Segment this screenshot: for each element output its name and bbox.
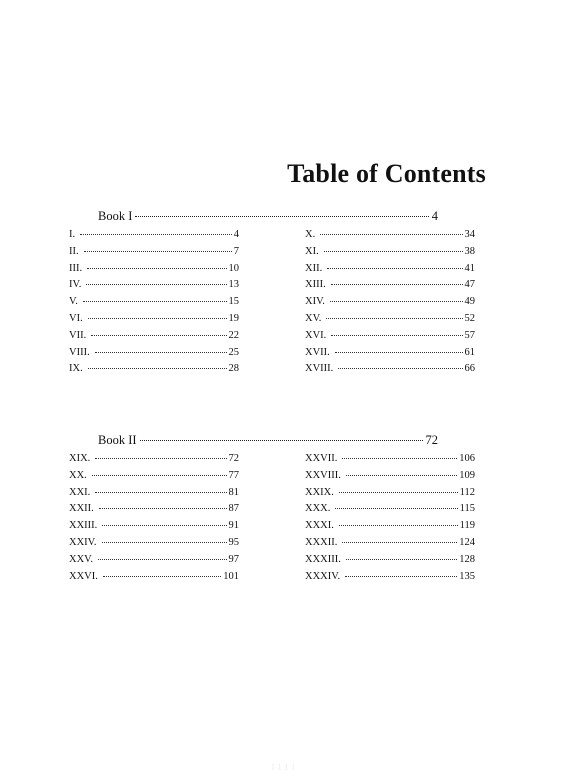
book-heading-label: Book I xyxy=(98,209,133,223)
dot-leader xyxy=(95,458,226,459)
toc-entry-page: 19 xyxy=(228,312,239,324)
toc-entry-label: XXXII. xyxy=(305,536,338,548)
toc-entry-page: 135 xyxy=(459,570,475,582)
toc-entry-label: XXIX. xyxy=(305,486,334,498)
dot-leader xyxy=(91,335,226,336)
dot-leader xyxy=(95,352,227,353)
dot-leader xyxy=(330,301,463,302)
toc-entry-label: XXIV. xyxy=(69,536,97,548)
toc-entry-label: IV. xyxy=(69,279,82,291)
dot-leader xyxy=(331,284,463,285)
toc-entry-label: XV. xyxy=(305,312,322,324)
dot-leader xyxy=(99,508,227,509)
toc-entry xyxy=(69,571,239,588)
toc-column-right xyxy=(305,229,475,380)
dot-leader xyxy=(92,475,227,476)
dot-leader xyxy=(88,318,227,319)
toc-entry xyxy=(69,453,239,470)
toc-entry-label: XIX. xyxy=(69,453,91,464)
toc-entry xyxy=(69,520,239,537)
toc-entry-page: 81 xyxy=(228,486,239,498)
toc-entry-page: 57 xyxy=(464,329,475,341)
toc-entry xyxy=(69,296,239,313)
toc-entry-label: XXVI. xyxy=(69,570,98,582)
toc-entry-label: XXV. xyxy=(69,553,94,565)
toc-entry-page: 101 xyxy=(223,570,239,582)
book-heading-page: 72 xyxy=(425,433,438,447)
toc-entry-page: 112 xyxy=(459,486,475,498)
dot-leader xyxy=(335,352,463,353)
page-footer-mark: 1 1 1 1 xyxy=(270,762,296,772)
toc-entry-label: X. xyxy=(305,229,316,240)
toc-entry xyxy=(305,453,475,470)
dot-leader xyxy=(80,234,232,235)
toc-entry-page: 128 xyxy=(459,553,475,565)
toc-entry xyxy=(305,229,475,246)
dot-leader xyxy=(86,284,226,285)
toc-entry xyxy=(305,296,475,313)
dot-leader xyxy=(83,301,227,302)
toc-entry-label: XII. xyxy=(305,262,323,274)
dot-leader xyxy=(327,268,462,269)
book-heading xyxy=(98,433,438,448)
toc-entry-page: 34 xyxy=(464,229,475,240)
toc-entry xyxy=(69,263,239,280)
toc-entry xyxy=(305,313,475,330)
toc-entry-label: XXXIV. xyxy=(305,570,341,582)
dot-leader xyxy=(338,368,462,369)
dot-leader xyxy=(335,508,457,509)
toc-entry-label: XVII. xyxy=(305,346,330,358)
toc-entry-label: V. xyxy=(69,296,78,308)
toc-entry xyxy=(305,503,475,520)
toc-entry-page: 119 xyxy=(459,520,475,532)
toc-entry-label: II. xyxy=(69,245,79,257)
dot-leader xyxy=(84,251,232,252)
toc-entry-label: XXXI. xyxy=(305,520,334,532)
dot-leader xyxy=(103,576,221,577)
dot-leader xyxy=(320,234,462,235)
toc-entry-page: 28 xyxy=(228,363,239,375)
toc-entry xyxy=(69,279,239,296)
toc-entry-label: IX. xyxy=(69,363,83,375)
toc-entry xyxy=(69,554,239,571)
toc-entry-label: XXX. xyxy=(305,503,331,515)
book-heading-page: 4 xyxy=(431,209,438,223)
dot-leader xyxy=(87,268,226,269)
toc-entry-label: XX. xyxy=(69,469,87,481)
page-title: Table of Contents xyxy=(287,159,486,188)
toc-entry-page: 4 xyxy=(233,229,239,240)
dot-leader xyxy=(339,492,458,493)
toc-column-right xyxy=(305,453,475,587)
dot-leader xyxy=(339,525,458,526)
toc-entry xyxy=(69,537,239,554)
toc-entry-page: 61 xyxy=(464,346,475,358)
dot-leader xyxy=(326,318,462,319)
toc-entry-page: 13 xyxy=(228,279,239,291)
toc-entry xyxy=(69,313,239,330)
dot-leader xyxy=(135,216,428,217)
toc-entry xyxy=(69,470,239,487)
toc-entry xyxy=(305,470,475,487)
toc-entry xyxy=(305,537,475,554)
toc-entry-page: 91 xyxy=(228,520,239,532)
toc-entry-label: VII. xyxy=(69,329,87,341)
toc-entry xyxy=(305,554,475,571)
toc-entry-page: 22 xyxy=(228,329,239,341)
toc-entry-label: XXVIII. xyxy=(305,469,341,481)
toc-entry-page: 95 xyxy=(228,536,239,548)
dot-leader xyxy=(324,251,463,252)
toc-entry-page: 109 xyxy=(459,469,475,481)
toc-entry xyxy=(305,279,475,296)
dot-leader xyxy=(140,440,423,441)
toc-entry xyxy=(305,263,475,280)
toc-entry-label: VIII. xyxy=(69,346,90,358)
toc-entry-label: III. xyxy=(69,262,83,274)
toc-entry xyxy=(69,363,239,380)
toc-entry xyxy=(305,246,475,263)
toc-entry xyxy=(305,330,475,347)
toc-entry-label: I. xyxy=(69,229,76,240)
dot-leader xyxy=(342,542,457,543)
toc-entry xyxy=(305,571,475,588)
toc-entry-page: 106 xyxy=(459,453,475,464)
toc-entry xyxy=(69,229,239,246)
toc-entry xyxy=(69,330,239,347)
toc-entry-label: XI. xyxy=(305,245,319,257)
toc-entry-page: 49 xyxy=(464,296,475,308)
toc-entry xyxy=(305,487,475,504)
toc-entry xyxy=(305,520,475,537)
dot-leader xyxy=(98,559,226,560)
toc-entry-page: 77 xyxy=(228,469,239,481)
toc-entry-label: XVIII. xyxy=(305,363,334,375)
dot-leader xyxy=(345,576,457,577)
toc-entry-page: 10 xyxy=(228,262,239,274)
dot-leader xyxy=(346,475,457,476)
toc-entry-page: 72 xyxy=(228,453,239,464)
toc-entry xyxy=(69,503,239,520)
toc-entry-page: 41 xyxy=(464,262,475,274)
dot-leader xyxy=(102,542,227,543)
toc-entry-page: 38 xyxy=(464,245,475,257)
toc-entry-page: 97 xyxy=(228,553,239,565)
toc-entry-page: 25 xyxy=(228,346,239,358)
toc-column-left xyxy=(69,229,239,380)
dot-leader xyxy=(88,368,227,369)
toc-entry-label: XIV. xyxy=(305,296,325,308)
toc-entry-page: 115 xyxy=(459,503,475,515)
toc-entry xyxy=(305,363,475,380)
dot-leader xyxy=(346,559,457,560)
toc-entry-page: 66 xyxy=(464,363,475,375)
toc-entry xyxy=(305,347,475,364)
toc-entry-page: 7 xyxy=(233,245,239,257)
toc-entry-label: XIII. xyxy=(305,279,326,291)
book-heading-label: Book II xyxy=(98,433,137,447)
toc-entry xyxy=(69,347,239,364)
toc-entry-label: VI. xyxy=(69,312,83,324)
dot-leader xyxy=(342,458,457,459)
toc-entry-page: 124 xyxy=(459,536,475,548)
toc-entry-label: XXVII. xyxy=(305,453,338,464)
dot-leader xyxy=(331,335,462,336)
toc-entry-page: 15 xyxy=(228,296,239,308)
toc-entry-label: XXXIII. xyxy=(305,553,341,565)
toc-entry xyxy=(69,246,239,263)
toc-entry xyxy=(69,487,239,504)
book-heading xyxy=(98,209,438,224)
toc-entry-page: 52 xyxy=(464,312,475,324)
toc-entry-label: XXIII. xyxy=(69,520,98,532)
dot-leader xyxy=(102,525,226,526)
toc-entry-page: 87 xyxy=(228,503,239,515)
toc-entry-page: 47 xyxy=(464,279,475,291)
toc-entry-label: XXI. xyxy=(69,486,91,498)
toc-column-left xyxy=(69,453,239,587)
toc-entry-label: XXII. xyxy=(69,503,94,515)
dot-leader xyxy=(95,492,226,493)
toc-entry-label: XVI. xyxy=(305,329,327,341)
